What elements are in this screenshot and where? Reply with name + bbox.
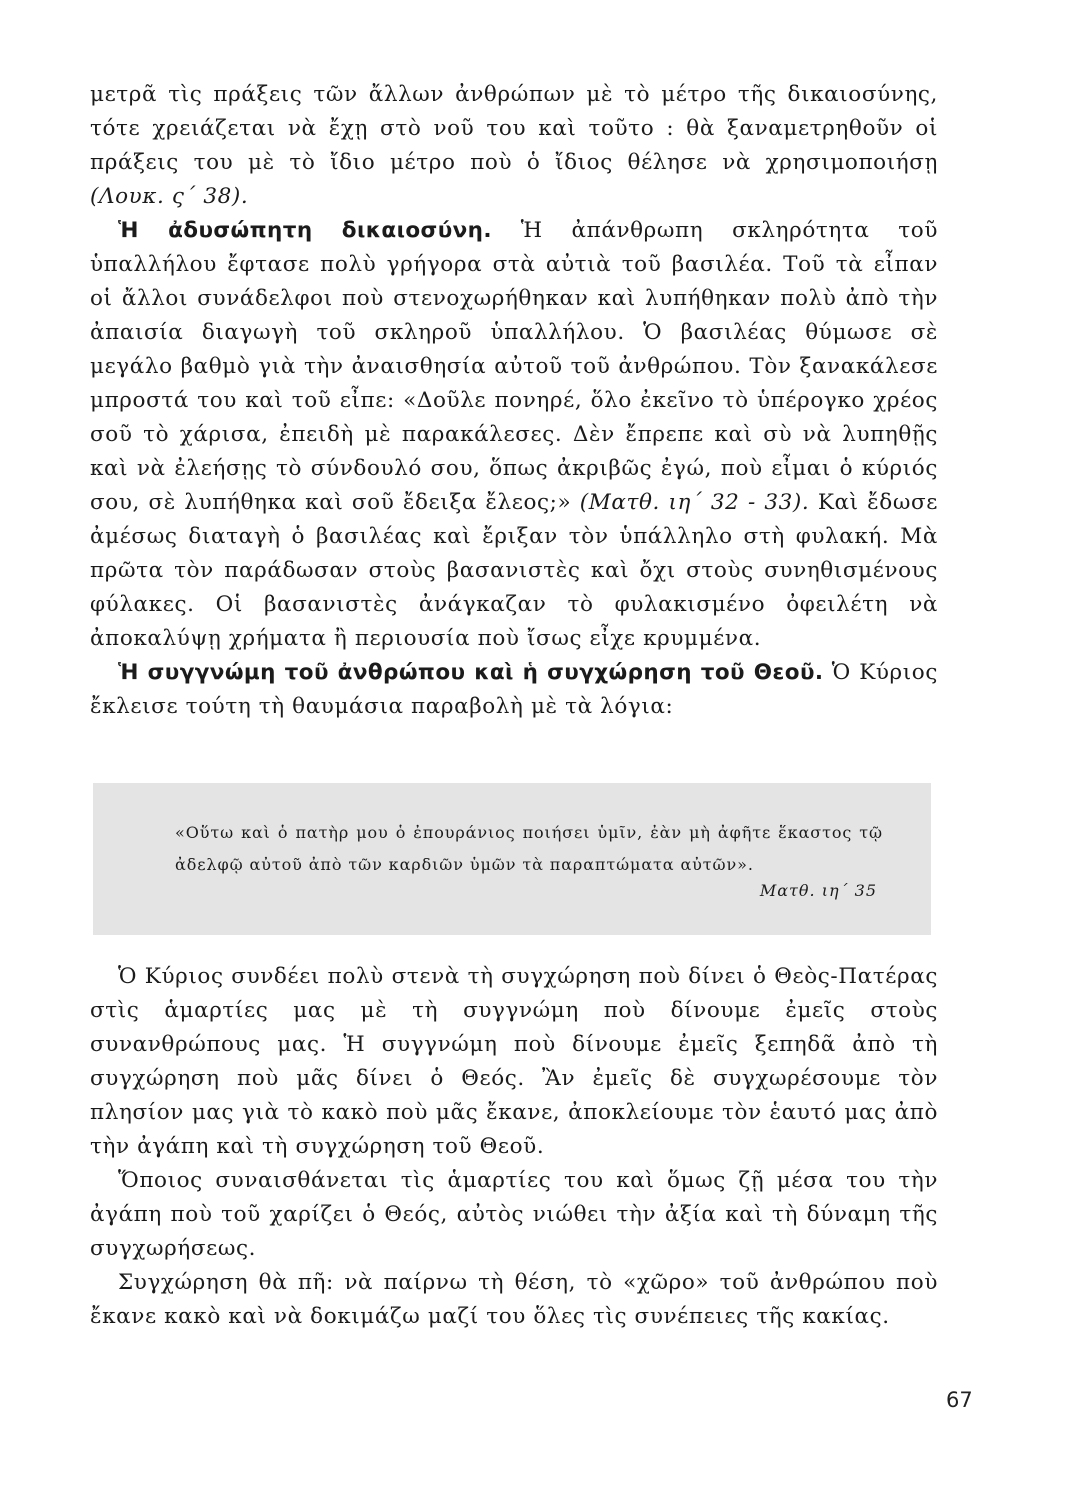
scripture-quote-text: «Οὕτω καὶ ὁ πατὴρ μου ὁ ἐπουράνιος ποιήσει ὑμῖν, ἐὰν μὴ ἀφῆτε ἕκαστος τῷ ἀδελφῷ αὐτοῦ ἀπὸ τῶν καρδιῶν ὑμῶν τὰ παραπτώματα αὐτῶν». — [175, 823, 883, 874]
paragraph-4: Ὁ Κύριος συνδέει πολὺ στενὰ τὴ συγχώρηση ποὺ δίνει ὁ Θεὸς-Πατέρας στὶς ἁμαρτίες μας μὲ τὴ συγγνώμη ποὺ δίνουμε ἐμεῖς στοὺς συνανθρώπους μας. Ἡ συγγνώμη ποὺ δίνουμε ἐμεῖς ξεπηδᾶ ἀπὸ τὴ συγχώρηση ποὺ μᾶς δίνει ὁ Θεός. Ἂν ἐμεῖς δὲ συγχωρέσουμε τὸν πλησίον μας γιὰ τὸ κακὸ ποὺ μᾶς ἔκανε, ἀποκλείουμε τὸν ἑαυτό μας ἀπὸ τὴν ἀγάπη καὶ τὴ συγχώρηση τοῦ Θεοῦ. — [90, 964, 938, 1159]
paragraph-2-text-b: Καὶ ἔδωσε ἀμέσως διαταγὴ ὁ βασιλέας καὶ ἔριξαν τὸν ὑπάλληλο στὴ φυλακή. Μὰ πρῶτα τὸν παράδωσαν στοὺς βασανιστὲς καὶ ὄχι στοὺς συνηθισμένους φύλακες. Οἱ βασανιστὲς ἀνάγκαζαν τὸ φυλακισμένο ὀφειλέτη νὰ ἀποκαλύψῃ χρήματα ἢ περιουσία ποὺ ἴσως εἶχε κρυμμένα. — [90, 490, 938, 651]
paragraph-2-text-a: Ἡ ἀπάνθρωπη σκληρότητα τοῦ ὑπαλλήλου ἔφτασε πολὺ γρήγορα στὰ αὐτιὰ τοῦ βασιλέα. Τοῦ τὰ εἶπαν οἱ ἄλλοι συνάδελφοι ποὺ στενοχωρήθηκαν καὶ λυπήθηκαν πολὺ ἀπὸ τὴν ἀπαισία διαγωγὴ τοῦ σκληροῦ ὑπαλλήλου. Ὁ βασιλέας θύμωσε σὲ μεγάλο βαθμὸ γιὰ τὴν ἀναισθησία αὐτοῦ τοῦ ἀνθρώπου. Τὸν ξανακάλεσε μπροστά του καὶ τοῦ εἶπε: «Δοῦλε πονηρέ, ὅλο ἐκεῖνο τὸ ὑπέρογκο χρέος σοῦ τὸ χάρισα, ἐπειδὴ μὲ παρακάλεσες. Δὲν ἔπρεπε καὶ σὺ νὰ λυπηθῇς καὶ νὰ ἐλεήσῃς τὸ σύνδουλό σου, ὅπως ἀκριβῶς ἐγώ, ποὺ εἶμαι ὁ κύριός σου, σὲ λυπήθηκα καὶ σοῦ ἔδειξα ἔλεος;» — [90, 218, 938, 515]
citation-matthew-32-33: (Ματθ. ιη΄ 32 - 33). — [579, 490, 810, 515]
paragraph-6: Συγχώρηση θὰ πῆ: νὰ παίρνω τὴ θέση, τὸ «χῶρο» τοῦ ἀνθρώπου ποὺ ἔκανε κακὸ καὶ νὰ δοκιμάζω μαζί του ὅλες τὶς συνέπειες τῆς κακίας. — [90, 1270, 938, 1329]
scripture-quote-box — [93, 783, 931, 935]
section-heading-forgiveness: Ἡ συγγνώμη τοῦ ἀνθρώπου καὶ ἡ συγχώρηση τοῦ Θεοῦ. — [118, 660, 824, 685]
page-number: 67 — [946, 1388, 973, 1412]
scripture-quote-reference: Ματθ. ιη΄ 35 — [759, 881, 877, 900]
paragraph-3-text: Ὁ Κύριος ἔκλεισε τούτη τὴ θαυμάσια παραβολὴ μὲ τὰ λόγια: — [90, 660, 938, 719]
upper-text-block — [90, 78, 938, 724]
paragraph-1 — [90, 78, 938, 214]
lower-text-block — [90, 960, 938, 1334]
paragraph-3 — [90, 656, 938, 724]
section-heading-relentless-justice: Ἡ ἀδυσώπητη δικαιοσύνη. — [118, 218, 492, 243]
citation-luke: (Λουκ. ς΄ 38). — [90, 184, 249, 209]
paragraph-2 — [90, 214, 938, 656]
paragraph-5: Ὅποιος συναισθάνεται τὶς ἁμαρτίες του καὶ ὅμως ζῇ μέσα του τὴν ἀγάπη ποὺ τοῦ χαρίζει ὁ Θεός, αὐτὸς νιώθει τὴν ἀξία καὶ τὴ δύναμη τῆς συγχωρήσεως. — [90, 1168, 938, 1261]
paragraph-1-text: μετρᾶ τὶς πράξεις τῶν ἄλλων ἀνθρώπων μὲ τὸ μέτρο τῆς δικαιοσύνης, τότε χρειάζεται νὰ ἔχῃ στὸ νοῦ του καὶ τοῦτο : θὰ ξαναμετρηθοῦν οἱ πράξεις του μὲ τὸ ἴδιο μέτρο ποὺ ὁ ἴδιος θέλησε νὰ χρησιμοποιήσῃ — [90, 82, 938, 175]
